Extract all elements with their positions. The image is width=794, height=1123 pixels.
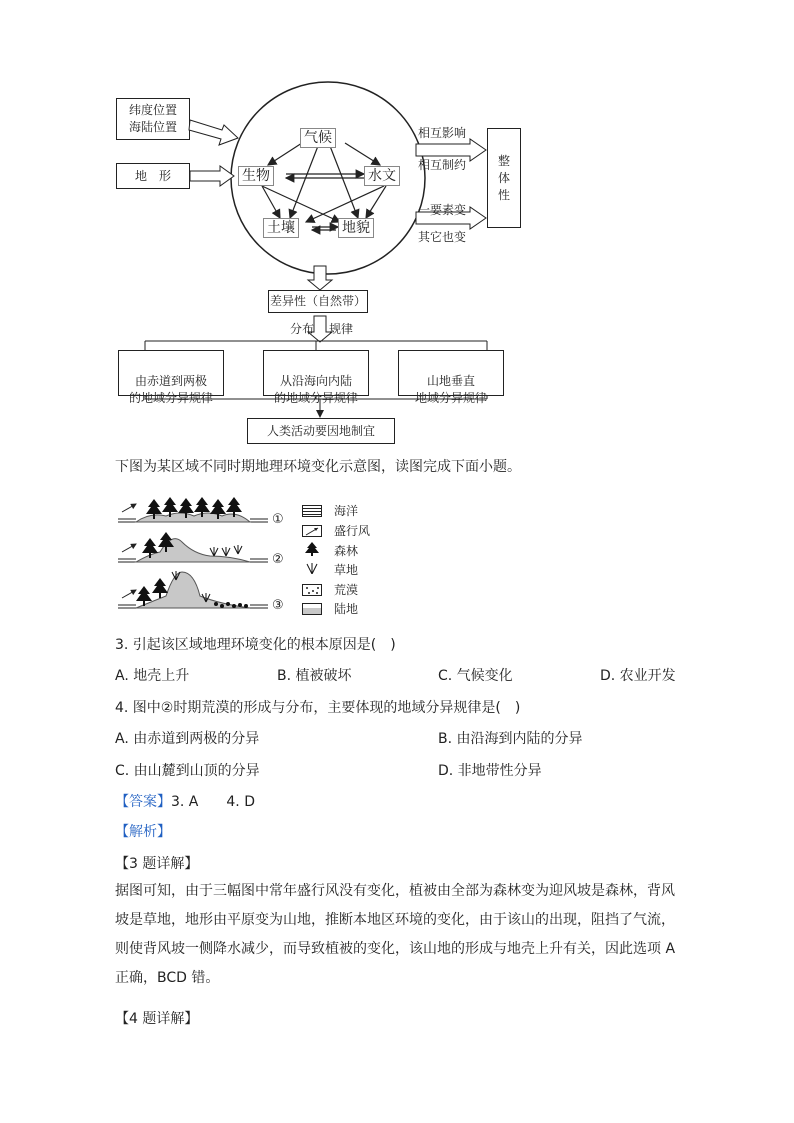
stage-1-label: ①: [272, 512, 284, 527]
q3-option-a: A. 地壳上升: [115, 668, 190, 684]
legend-land-label: 陆地: [334, 602, 359, 616]
legend-forest-label: 森林: [334, 544, 359, 558]
rule-box-equator-poles: [118, 350, 224, 405]
grass-icon: [302, 562, 322, 577]
answer-label: 【答案】: [115, 794, 171, 810]
node-landform: 地貌: [338, 218, 374, 238]
rule-box-vertical: [398, 350, 504, 405]
legend-wind: [302, 522, 370, 539]
wind-arrow-icon: [302, 525, 322, 537]
desert-swatch: [302, 584, 322, 596]
ocean-swatch: [302, 505, 322, 517]
legend-ocean-label: 海洋: [334, 504, 359, 518]
stage-2-scene: [118, 532, 268, 562]
distribution-label: 分布: [290, 322, 315, 336]
terrain-label: 地 形: [134, 169, 171, 183]
legend-desert-label: 荒漠: [334, 583, 359, 597]
node-hydrology: 水文: [364, 166, 400, 186]
legend-desert: [302, 581, 358, 598]
legend-grass: [302, 561, 358, 578]
analysis-label: 【解析】: [115, 824, 171, 840]
integrity-box: [487, 128, 521, 228]
legend-grass-label: 草地: [334, 563, 359, 577]
stage-3-scene: [118, 571, 268, 608]
legend-ocean: [302, 502, 358, 519]
node-soil: 土壤: [263, 218, 299, 238]
label-others-change: 其它也变: [418, 230, 467, 244]
integrity-label: 整体性: [498, 154, 511, 202]
detail3-label: 【3 题详解】: [115, 856, 199, 872]
regularity-label: 规律: [329, 322, 354, 336]
legend-land: [302, 600, 358, 617]
q4-stem: 4. 图中②时期荒漠的形成与分布，主要体现的地域分异规律是( ): [115, 700, 521, 716]
q3-option-c: C. 气候变化: [438, 668, 513, 684]
node-climate: 气候: [300, 128, 336, 148]
legend-forest: [302, 542, 358, 559]
difference-box: [268, 290, 368, 313]
node-biology: 生物: [238, 166, 274, 186]
q3-option-b: B. 植被破坏: [277, 668, 352, 684]
q4-option-b: B. 由沿海到内陆的分异: [438, 731, 583, 747]
q3-option-d: D. 农业开发: [600, 668, 676, 684]
label-mutual-restrict: 相互制约: [418, 158, 467, 172]
q3-stem: 3. 引起该区域地理环境变化的根本原因是( ): [115, 637, 396, 653]
stage-2-label: ②: [272, 552, 284, 567]
tree-icon: [302, 542, 322, 559]
answer-line: [115, 791, 255, 811]
detail3-text: 据图可知，由于三幅图中常年盛行风没有变化，植被由全部为森林变为迎风坡是森林，背风坡是草地，地形由平原变为山地，推断本地区环境的变化，由于该山的出现，阻挡了气流，则使背风坡一侧降水减少，而导致植被的变化，该山地的形成与地壳上升有关，因此选项 A 正确，BCD 错。: [115, 883, 676, 986]
stage-3-label: ③: [272, 598, 284, 613]
input-arrow-2: [190, 166, 234, 186]
sea-land-label: 海陆位置: [128, 120, 177, 134]
rule1-label: 由赤道到两极 的地域分异规律: [128, 374, 213, 405]
label-mutual-influence: 相互影响: [418, 126, 467, 140]
q4-option-a: A. 由赤道到两极的分异: [115, 731, 260, 747]
human-label: 人类活动要因地制宜: [266, 424, 375, 438]
difference-label: 差异性（自然带）: [269, 294, 366, 308]
rule2-label: 从沿海向内陆 的地域分异规律: [273, 374, 358, 405]
q4-option-d: D. 非地带性分异: [438, 763, 542, 779]
human-activity-box: [247, 418, 395, 444]
legend-wind-label: 盛行风: [334, 524, 371, 538]
q4-option-c: C. 由山麓到山顶的分异: [115, 763, 260, 779]
land-swatch: [302, 603, 322, 615]
input-arrow-1: [189, 120, 238, 145]
stage-1-scene: [118, 497, 268, 522]
detail4-label: 【4 题详解】: [115, 1011, 199, 1027]
rule3-label: 山地垂直 地域分异规律: [414, 374, 487, 405]
rule-box-coast-inland: [263, 350, 369, 405]
latitude-label: 纬度位置: [128, 103, 177, 117]
label-one-changes: 一要素变: [418, 203, 467, 217]
intro-text: 下图为某区域不同时期地理环境变化示意图，读图完成下面小题。: [115, 459, 521, 475]
answer-text: 3. A 4. D: [171, 794, 255, 810]
